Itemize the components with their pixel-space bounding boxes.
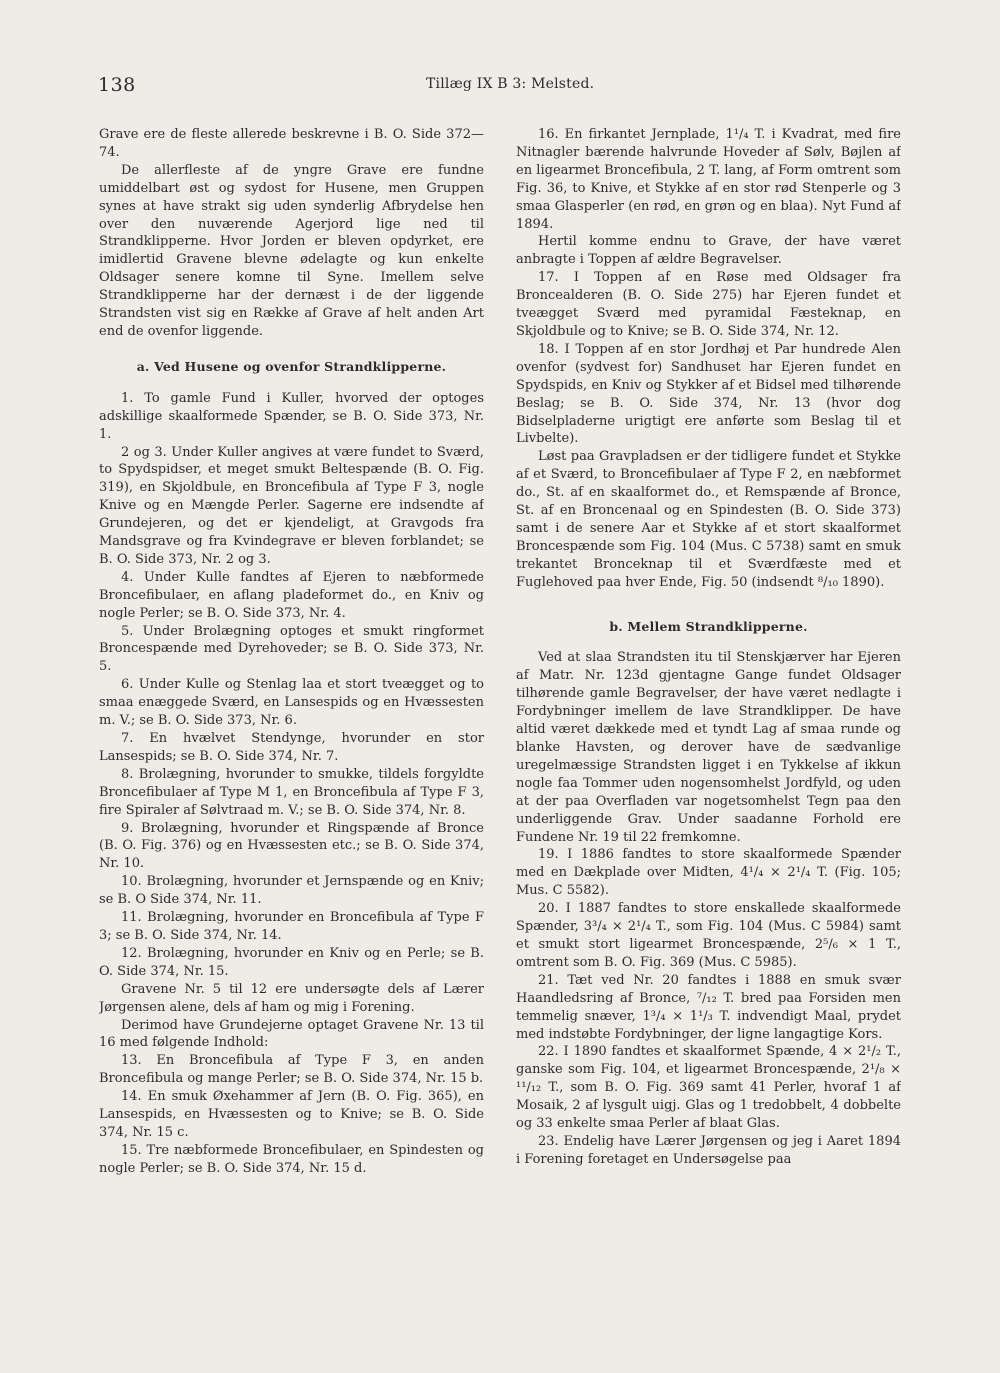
paragraph: 19. I 1886 fandtes to store skaalformede Spænder med en Dækplade over Midten, 4¹/₄ × 2¹/₄ T. (Fig. 105; Mus. C 5582). [516,847,901,899]
paragraph: 22. I 1890 fandtes et skaalformet Spænde, 4 × 2¹/₂ T., ganske som Fig. 104, et ligearmet Broncespænde, 2¹/₈ × ¹¹/₁₂ T., som B. O. Fig. 369 samt 41 Perler, hvoraf 1 af Mosaik, 2 af lysgult uigj. Glas og 1 tredobbelt, 4 dobbelte og 33 enkelte smaa Perler af blaat Glas. [516,1044,901,1132]
left-column [99,126,484,1246]
paragraph: 10. Brolægning, hvorunder et Jernspænde og en Kniv; se B. O Side 374, Nr. 11. [99,874,484,908]
right-column [516,126,901,1246]
paragraph: Gravene Nr. 5 til 12 ere undersøgte dels af Lærer Jørgensen alene, dels af ham og mig i Forening. [99,981,484,1015]
paragraph: 20. I 1887 fandtes to store enskallede skaalformede Spænder, 3³/₄ × 2¹/₄ T., som Fig. 104 (Mus. C 5984) samt et smukt stort ligearmet Broncespænde, 2⁵/₆ × 1 T., omtrent som B. O. Fig. 369 (Mus. C 5985). [516,901,901,970]
paragraph: 4. Under Kulle fandtes af Ejeren to næbformede Broncefibulaer, en aflang pladeformet do., en Kniv og nogle Perler; se B. O. Side 373, Nr. 4. [99,569,484,621]
paragraph: 12. Brolægning, hvorunder en Kniv og en Perle; se B. O. Side 374, Nr. 15. [99,945,484,979]
paragraph: 18. I Toppen af en stor Jordhøj et Par hundrede Alen ovenfor (sydvest for) Sandhuset har Ejeren fundet en Spydspids, en Kniv og Stykker af et Bidsel med tilhørende Beslag; se B. O. Side 374, Nr. 13 (hvor dog Bidselpladerne urigtigt ere anførte som Beslag til et Livbelte). [516,341,901,447]
page-header [98,74,906,98]
paragraph: Grave ere de fleste allerede beskrevne i B. O. Side 372—74. [99,127,484,160]
paragraph: 8. Brolægning, hvorunder to smukke, tildels forgyldte Broncefibulaer af Type M 1, en Broncefibula af Type F 3, fire Spiraler af Sølvtraad m. V.; se B. O. Side 374, Nr. 8. [99,766,484,818]
paragraph: 23. Endelig have Lærer Jørgensen og jeg i Aaret 1894 i Forening foretaget en Undersøgelse paa [516,1133,901,1167]
paragraph: 7. En hvælvet Stendynge, hvorunder en stor Lansespids; se B. O. Side 374, Nr. 7. [99,731,484,764]
paragraph: 1. To gamle Fund i Kuller, hvorved der optoges adskillige skaalformede Spænder, se B. O. Side 373, Nr. 1. [99,390,484,442]
right-paragraphs-before [516,126,901,592]
section-heading-b: b. Mellem Strandklipperne. [609,618,808,634]
paragraph: 15. Tre næbformede Broncefibulaer, en Spindesten og nogle Perler; se B. O. Side 374, Nr. 15 d. [99,1142,484,1176]
paragraph: Ved at slaa Strandsten itu til Stenskjærver har Ejeren af Matr. Nr. 123d gjentagne Gange fundet Oldsager tilhørende gamle Begravelser, der have været nedlagte i Fordybninger imellem de lave Strandklipper. De have altid været dækkede med et tyndt Lag af smaa runde og blanke Havsten, og derover have de sædvanlige uregelmæssige Strandsten ligget i en Tykkelse af ikkun nogle faa Tommer uden nogensomhelst Jordfyld, og uden at der paa Overfladen var nogetsomhelst Tegn paa den underliggende Grav. Under saadanne Forhold ere Fundene Nr. 19 til 22 fremkomne. [516,650,901,845]
paragraph: Derimod have Grundejerne optaget Gravene Nr. 13 til 16 med følgende Indhold: [99,1017,484,1051]
paragraph: De allerfleste af de yngre Grave ere fundne umiddelbart øst og sydost for Husene, men Gruppen synes at have strakt sig uden synderlig Afbrydelse hen over den nuværende Agerjord lige ned til Strandklipperne. Hvor Jorden er bleven opdyrket, ere imidlertid Gravene blevne ødelagte og kun enkelte Oldsager senere komne til Syne. Imellem selve Strandklipperne har der dernæst i de der liggende Strandsten vist sig en Række af Grave af helt anden Art end de ovenfor liggende. [99,162,484,339]
paragraph: 14. En smuk Øxehammer af Jern (B. O. Fig. 365), en Lansespids, en Hvæssesten og to Knive; se B. O. Side 374, Nr. 15 c. [99,1089,484,1140]
paragraph: 5. Under Brolægning optoges et smukt ringformet Broncespænde med Dyrehoveder; se B. O. Side 373, Nr. 5. [99,623,484,675]
paragraph: 13. En Broncefibula af Type F 3, en anden Broncefibula og mange Perler; se B. O. Side 374, Nr. 15 b. [99,1053,484,1087]
section-heading-a: a. Ved Husene og ovenfor Strandklipperne. [136,358,447,374]
right-paragraphs-after [516,649,901,1168]
left-paragraphs-before [99,126,484,341]
paragraph: 6. Under Kulle og Stenlag laa et stort tveægget og to smaa enæggede Sværd, en Lansespids og en Hvæssesten m. V.; se B. O. Side 373, Nr. 6. [99,677,484,729]
paragraph: 9. Brolægning, hvorunder et Ringspænde af Bronce (B. O. Fig. 376) og en Hvæssesten etc.; se B. O. Side 374, Nr. 10. [99,820,484,872]
paragraph: 17. I Toppen af en Røse med Oldsager fra Broncealderen (B. O. Side 275) har Ejeren fundet et tveægget Sværd med pyramidal Fæsteknap, en Skjoldbule og to Knive; se B. O. Side 374, Nr. 12. [516,270,901,339]
left-paragraphs-after [99,390,484,1178]
paragraph: 16. En firkantet Jernplade, 1¹/₄ T. i Kvadrat, med fire Nitnagler bærende halvrunde Hoveder af Sølv, Bøjlen af en ligearmet Broncefibula, 2 T. lang, af Form omtrent som Fig. 36, to Knive, et Stykke af en stor rød Stenperle og 3 smaa Glasperler (en rød, en grøn og en blaa). Nyt Fund af 1894. [516,127,901,232]
paragraph: Løst paa Gravpladsen er der tidligere fundet et Stykke af et Sværd, to Broncefibulaer af Type F 2, en næbformet do., St. af en skaalformet do., et Remspænde af Bronce, St. af en Broncenaal og en Spindesten (B. O. Side 373) samt i de senere Aar et Stykke af et stort skaalformet Broncespænde som Fig. 104 (Mus. C 5738) samt en smuk trekantet Bronceknap til et Sværdfæste med et Fuglehoved paa hver Ende, Fig. 50 (indsendt ⁸/₁₀ 1890). [516,449,901,590]
paragraph: Hertil komme endnu to Grave, der have været anbragte i Toppen af ældre Begravelser. [516,234,901,268]
paragraph: 2 og 3. Under Kuller angives at være fundet to Sværd, to Spydspidser, et meget smukt Beltespænde (B. O. Fig. 319), en Skjoldbule, en Broncefibula af Type F 3, nogle Knive og en Mængde Perler. Sagerne ere indsendte af Grundejeren, og det er kjendeligt, at Gravgods fra Mandsgrave og fra Kvindegrave er bleven forblandet; se B. O. Side 373, Nr. 2 og 3. [99,444,484,567]
paragraph: 21. Tæt ved Nr. 20 fandtes i 1888 en smuk svær Haandledsring af Bronce, ⁷/₁₂ T. bred paa Forsiden men temmelig snæver, 1³/₄ × 1¹/₃ T. indvendigt Maal, prydet med indstøbte Fordybninger, der ligne langagtige Kors. [516,972,901,1042]
paragraph: 11. Brolægning, hvorunder en Broncefibula af Type F 3; se B. O. Side 374, Nr. 14. [99,910,484,943]
running-head: Tillæg IX B 3: Melsted. [426,76,595,92]
page-number: 138 [98,74,136,96]
